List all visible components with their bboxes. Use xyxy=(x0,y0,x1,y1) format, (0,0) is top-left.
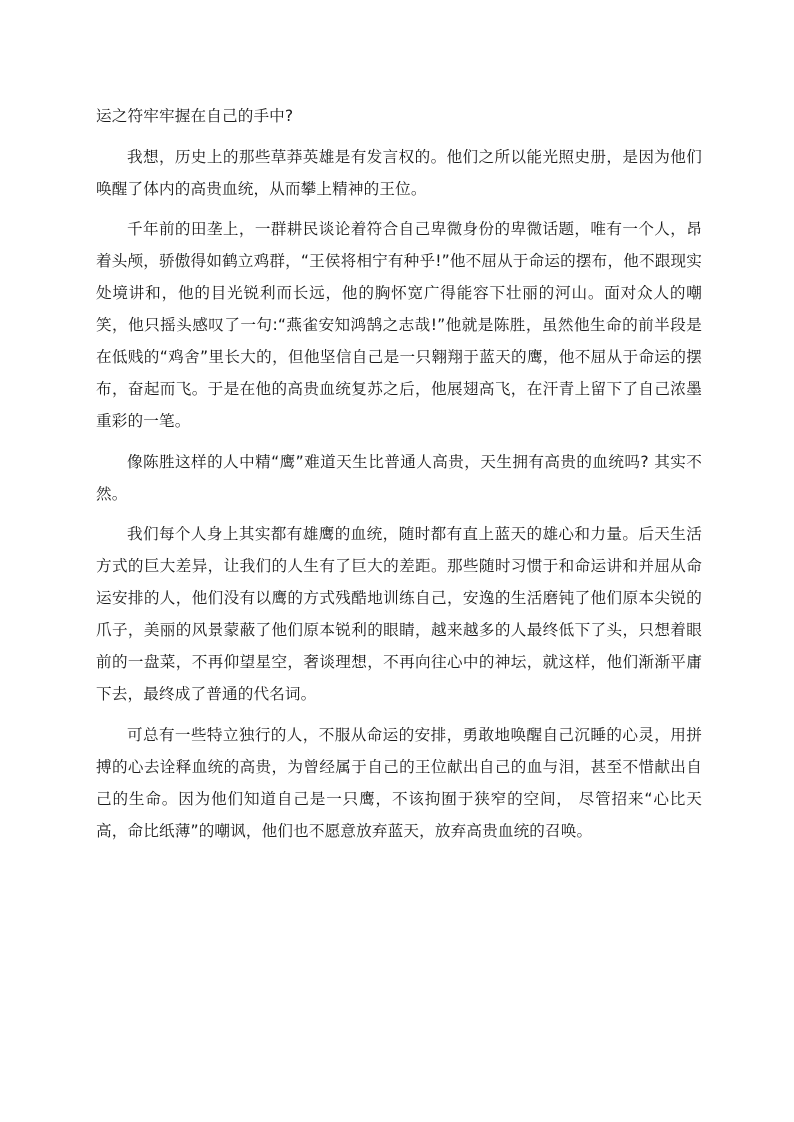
essay-body xyxy=(96,100,702,855)
paragraph-eagle-bloodline: 我们每个人身上其实都有雄鹰的血统，随时都有直上蓝天的雄心和力量。后天生活方式的巨大差异，让我们的人生有了巨大的差距。那些随时习惯于和命运讲和并屈从命运安排的人，他们没有以鹰的方式残酷地训练自己，安逸的生活磨钝了他们原本尖锐的爪子，美丽的风景蒙蔽了他们原本锐利的眼睛，越来越多的人最终低下了头，只想着眼前的一盘菜，不再仰望星空，奢谈理想，不再向往心中的神坛，就这样，他们渐渐平庸下去，最终成了普通的代名词。 xyxy=(96,525,702,703)
paragraph-chen-sheng: 千年前的田垄上，一群耕民谈论着符合自己卑微身份的卑微话题，唯有一个人，昂着头颅，骄傲得如鹤立鸡群，“王侯将相宁有种乎!”他不屈从于命运的摆布，他不跟现实处境讲和，他的目光锐利而长远，他的胸怀宽广得能容下壮丽的河山。面对众人的嘲笑，他只摇头感叹了一句:“燕雀安知鸿鹄之志哉!”他就是陈胜，虽然他生命的前半段是在低贱的“鸡舍”里长大的，但他坚信自己是一只翱翔于蓝天的鹰，他不屈从于命运的摆布，奋起而飞。于是在他的高贵血统复苏之后，他展翅高飞，在汗青上留下了自己浓墨重彩的一笔。 xyxy=(96,220,702,430)
paragraph-question: 像陈胜这样的人中精“鹰”难道天生比普通人高贵，天生拥有高贵的血统吗? 其实不然。 xyxy=(96,452,702,503)
paragraph-independent-people: 可总有一些特立独行的人，不服从命运的安排，勇敢地唤醒自己沉睡的心灵，用拼搏的心去诠释血统的高贵，为曾经属于自己的王位献出自己的血与泪，甚至不惜献出自己的生命。因为他们知道自己是一只鹰，不该拘囿于狭窄的空间， 尽管招来“心比天高，命比纸薄”的嘲讽，他们也不愿意放弃蓝天，放弃高贵血统的召唤。 xyxy=(96,725,702,840)
paragraph-heroes: 我想，历史上的那些草莽英雄是有发言权的。他们之所以能光照史册，是因为他们唤醒了体内的高贵血统，从而攀上精神的王位。 xyxy=(96,147,702,198)
paragraph-continuation: 运之符牢牢握在自己的手中? xyxy=(96,107,294,125)
